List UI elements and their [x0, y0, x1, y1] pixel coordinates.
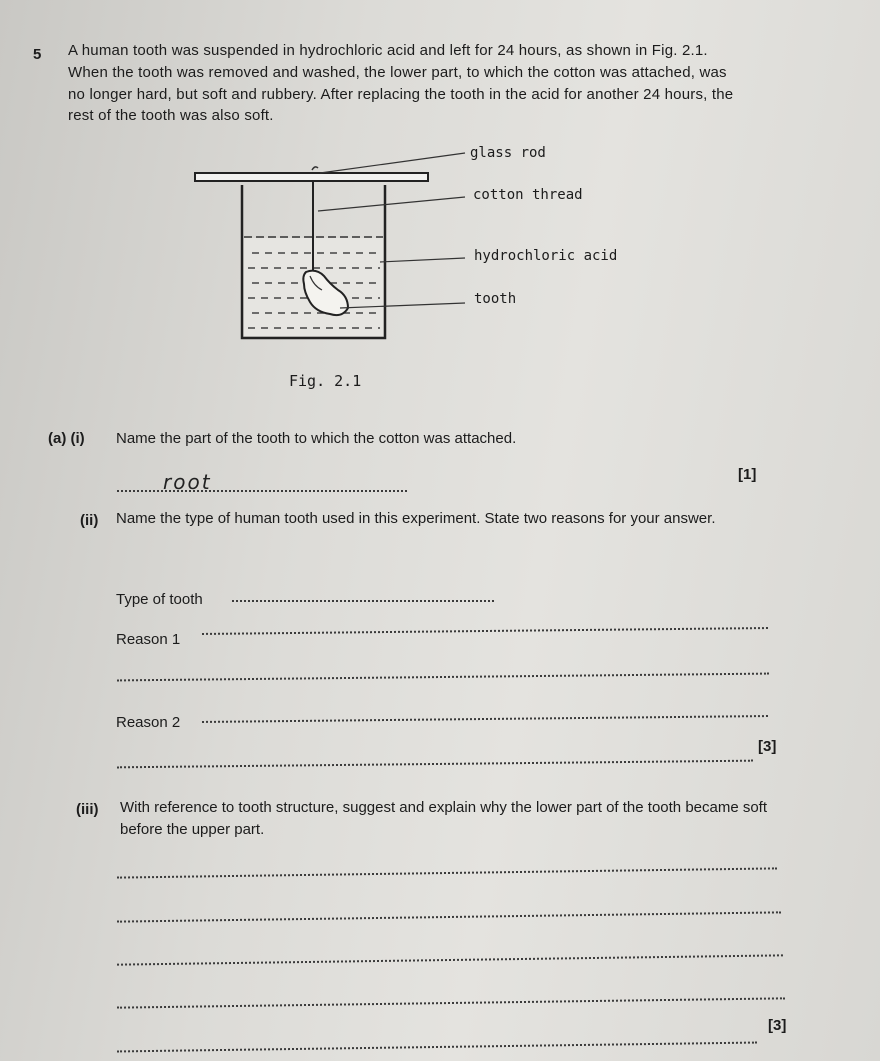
answer-line-iii-5[interactable]	[117, 1042, 757, 1053]
part-a-i-label: (a) (i)	[48, 430, 85, 447]
part-a-iii-label: (iii)	[76, 801, 99, 818]
reason-1-label: Reason 1	[116, 631, 181, 648]
answer-line-iii-2[interactable]	[117, 911, 781, 922]
label-tooth: tooth	[474, 291, 517, 307]
marks-a-i: [1]	[738, 466, 757, 483]
figure-caption: Fig. 2.1	[289, 372, 362, 390]
part-a-ii-text: Name the type of human tooth used in this experiment. State two reasons for your answer.	[116, 510, 716, 527]
type-of-tooth-label: Type of tooth	[116, 591, 203, 608]
label-glass-rod: glass rod	[470, 145, 546, 161]
answer-line-iii-4[interactable]	[117, 997, 785, 1008]
answer-line-iii-3[interactable]	[117, 954, 783, 965]
part-a-iii-text: With reference to tooth structure, suggest and explain why the lower part of the tooth became soft before the upper part.	[120, 799, 768, 838]
answer-line-reason-2b[interactable]	[117, 760, 753, 769]
answer-line-iii-1[interactable]	[117, 867, 777, 878]
label-hydrochloric-acid: hydrochloric acid	[474, 248, 618, 264]
marks-a-iii: [3]	[768, 1017, 787, 1034]
answer-line-type[interactable]	[232, 600, 494, 602]
label-cotton-thread: cotton thread	[473, 187, 583, 203]
glass-rod	[195, 173, 428, 181]
answer-line-reason-1[interactable]	[202, 627, 768, 635]
part-a-ii-label: (ii)	[80, 512, 99, 529]
reason-2-label: Reason 2	[116, 714, 181, 731]
answer-line-reason-2[interactable]	[202, 715, 768, 723]
answer-line-a-i[interactable]	[117, 490, 407, 492]
answer-root: root	[163, 470, 212, 494]
question-number: 5	[33, 46, 42, 63]
part-a-i-text: Name the part of the tooth to which the cotton was attached.	[116, 430, 517, 447]
experiment-diagram	[190, 140, 610, 350]
question-intro: A human tooth was suspended in hydrochloric acid and left for 24 hours, as shown in Fig. 2.1. When the tooth was removed and washed, the lower part, to which the cotton was attached, was no longer hard, but soft and rubbery. After replacing the tooth in the acid for another 24 hours, the rest of the tooth was also soft.	[68, 42, 734, 125]
answer-line-reason-1b[interactable]	[117, 673, 769, 682]
marks-a-ii: [3]	[758, 738, 777, 755]
